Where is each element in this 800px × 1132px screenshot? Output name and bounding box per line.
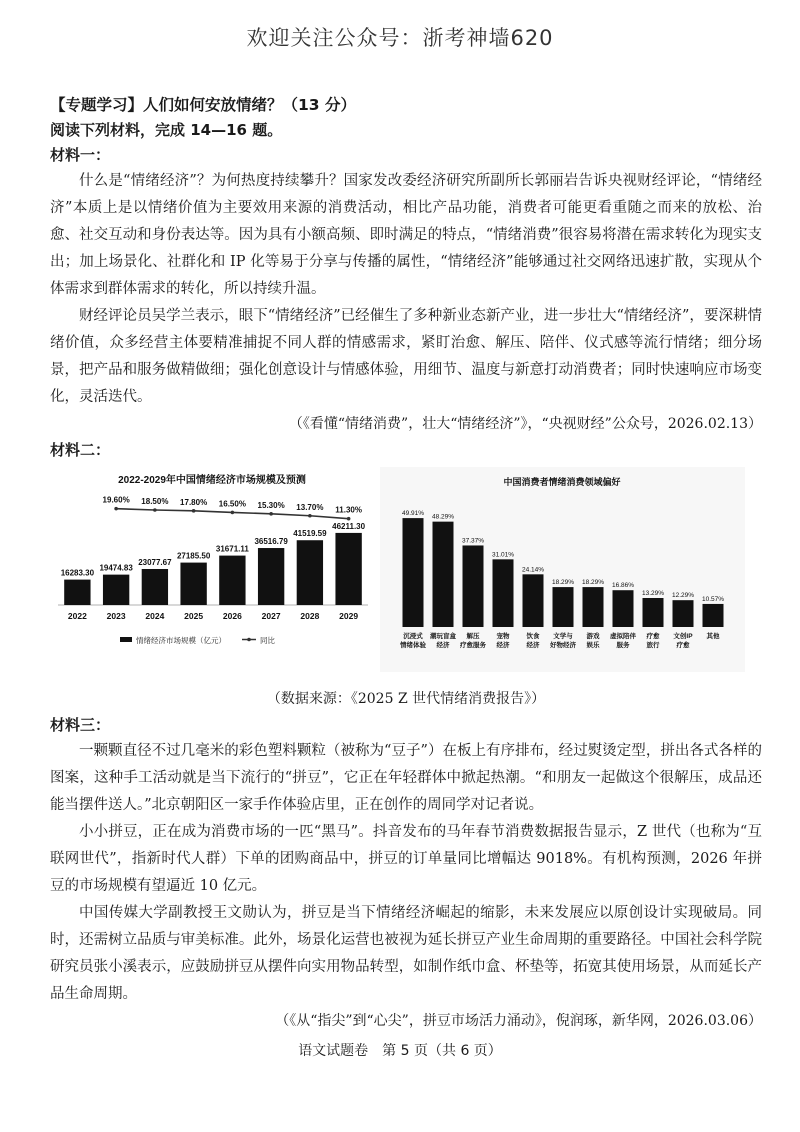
chart1-yoy-label: 11.30% (335, 505, 362, 515)
chart1-tick-label: 2022 (67, 611, 87, 621)
chart1-bar (103, 575, 129, 605)
chart2-tick-label: 娱乐 (586, 642, 600, 649)
chart2-bar (523, 574, 544, 627)
chart1-yoy-label: 15.30% (257, 500, 285, 510)
chart1-yoy-label: 18.50% (141, 497, 169, 506)
chart2-tick-label: 情绪体验 (400, 642, 426, 649)
chart1-tick-label: 2028 (300, 611, 320, 621)
chart1-tick-label: 2025 (184, 611, 204, 621)
chart2-bar (463, 545, 484, 627)
chart2-tick-label: 经济 (436, 642, 450, 649)
chart2-bar (553, 587, 574, 627)
chart1-bar-label: 41519.59 (293, 529, 327, 539)
chart2-tick-label: 文创IP (673, 633, 693, 640)
material2-label: 材料二： (50, 441, 111, 459)
chart2-tick-label: 沉浸式 (403, 633, 423, 640)
chart1-legend-label: 情绪经济市场规模（亿元） (136, 636, 226, 645)
chart1-yoy-point (192, 509, 196, 513)
chart1-tick-label: 2026 (222, 611, 242, 621)
chart1-bar-label: 36516.79 (254, 537, 288, 547)
chart1-yoy-point (231, 511, 235, 515)
chart2-tick-label: 好物经济 (550, 642, 576, 649)
chart2-tick-label: 虚拟陪伴 (610, 633, 636, 640)
section-title: 【专题学习】人们如何安放情绪？（13 分） (50, 96, 356, 114)
chart1-bar-label: 23077.67 (138, 557, 172, 567)
chart1-tick-label: 2027 (261, 611, 281, 621)
chart2-tick-label: 潮玩盲盒 (430, 633, 456, 640)
chart2-bar-label: 48.29% (431, 513, 455, 521)
chart2-tick-label: 其他 (706, 633, 720, 640)
chart2-tick-label: 服务 (616, 642, 630, 649)
chart2-bar-label: 37.37% (461, 537, 485, 545)
chart2-bar-label: 10.57% (701, 595, 725, 603)
chart2-bar-label: 18.29% (581, 579, 605, 587)
chart1-yoy-label: 19.60% (102, 495, 130, 505)
chart2-bar-label: 49.91% (401, 510, 425, 518)
chart1-tick-label: 2023 (106, 611, 126, 621)
chart1-tick-label: 2029 (339, 611, 359, 621)
chart2-bar (703, 604, 724, 627)
material1-source: （《看懂“情绪消费”，壮大“情绪经济”》，“央视财经”公众号，2026.02.13） (288, 416, 762, 432)
chart1-yoy-point (308, 514, 312, 518)
material3-paragraph-2: 小小拼豆，正在成为消费市场的一匹“黑马”。抖音发布的马年春节消费数据报告显示，Z 世代（也称为“互联网世代”，指新时代人群）下单的团购商品中，拼豆的订单量同比增幅达 9018%。有机构预测，2026 年拼豆的市场规模有望逼近 10 亿元。 (50, 824, 762, 894)
chart1-legend-label: 同比 (260, 636, 275, 645)
chart2-bar (493, 559, 514, 627)
chart1-yoy-point (114, 507, 118, 511)
material1-paragraph-1: 什么是“情绪经济”？为何热度持续攀升？国家发改委经济研究所副所长郭丽岩告诉央视财经评论，“情绪经济”本质上是以情绪价值为主要效用来源的消费活动，相比产品功能，消费者可能更看重随之而来的放松、治愈、社交互动和身份表达等。因为具有小额高频、即时满足的特点，“情绪消费”很容易将潜在需求转化为现实支出；加上场景化、社群化和 IP 化等易于分享与传播的属性，“情绪经济”能够通过社交网络迅速扩散，实现从个体需求到群体需求的转化，所以持续升温。 (50, 173, 762, 297)
chart1-legend-swatch (120, 637, 132, 642)
chart1-tick-label: 2024 (145, 611, 165, 621)
chart2-bar-label: 31.01% (491, 551, 515, 559)
chart2-bar (583, 587, 604, 627)
preference-chart (380, 467, 745, 672)
chart2-bar (403, 518, 424, 627)
material3-label: 材料三： (50, 716, 111, 734)
material3-paragraph-3: 中国传媒大学副教授王文勋认为，拼豆是当下情绪经济崛起的缩影，未来发展应以原创设计实现破局。同时，还需树立品质与审美标准。此外，场景化运营也被视为延长拼豆产业生命周期的重要路径。中国社会科学院研究员张小溪表示，应鼓励拼豆从摆件向实用物品转型，如制作纸巾盒、杯垫等，拓宽其使用场景，从而延长产品生命周期。 (50, 905, 762, 1002)
chart2-tick-label: 宠物 (496, 633, 510, 640)
watermark-header: 欢迎关注公众号：浙考神墙620 (246, 26, 554, 50)
market-size-chart (50, 467, 375, 672)
chart2-tick-label: 疗愈 (646, 633, 660, 640)
page-footer: 语文试题卷 第 5 页（共 6 页） (298, 1043, 502, 1059)
material3-source: （《从“指尖”到“心尖”，拼豆市场活力涌动》，倪润琢，新华网，2026.03.06） (275, 1013, 762, 1029)
chart1-bar-label: 19474.83 (99, 563, 133, 573)
material1-paragraph-2: 财经评论员吴学兰表示，眼下“情绪经济”已经催生了多种新业态新产业，进一步壮大“情绪经济”，要深耕情绪价值，众多经营主体要精准捕捉不同人群的情感需求，紧盯治愈、解压、陪伴、仪式感等流行情绪；细分场景，把产品和服务做精做细；强化创意设计与情感体验，用细节、温度与新意打动消费者；同时快速响应市场变化，灵活迭代。 (50, 308, 762, 405)
chart2-bar (673, 600, 694, 627)
charts-area (50, 467, 762, 682)
chart1-bar (335, 533, 361, 605)
chart1-bar (219, 556, 245, 605)
chart2-bar (613, 590, 634, 627)
chart2-tick-label: 经济 (526, 642, 540, 649)
chart2-tick-label: 疗愈 (676, 642, 690, 649)
material1-label: 材料一： (50, 146, 111, 164)
chart2-bar (643, 598, 664, 627)
chart2-bar-label: 24.14% (521, 566, 545, 574)
chart1-bar-label: 46211.30 (332, 521, 366, 531)
chart1-bar (142, 569, 168, 605)
chart2-tick-label: 饮食 (526, 633, 540, 640)
instruction: 阅读下列材料，完成 14—16 题。 (50, 121, 283, 139)
chart1-bar-label: 31671.11 (215, 544, 249, 554)
chart2-bar-label: 12.29% (671, 592, 695, 600)
chart2-bar (433, 522, 454, 627)
chart2-tick-label: 经济 (496, 642, 510, 649)
data-source: （数据来源：《2025 Z 世代情绪消费报告》） (266, 691, 546, 707)
chart2-tick-label: 疗愈服务 (460, 642, 486, 649)
chart2-tick-label: 旅行 (646, 642, 660, 649)
chart1-yoy-point (347, 517, 351, 521)
chart1-bar-label: 27185.50 (176, 551, 211, 561)
chart1-bar-label: 16283.30 (60, 568, 95, 578)
chart2-tick-label: 游戏 (586, 633, 600, 640)
chart2-tick-label: 解压 (466, 633, 480, 640)
chart2-tick-label: 文学与 (553, 633, 573, 640)
material3-paragraph-1: 一颗颗直径不过几毫米的彩色塑料颗粒（被称为“豆子”）在板上有序排布，经过熨烫定型，拼出各式各样的图案，这种手工活动就是当下流行的“拼豆”，它正在年轻群体中掀起热潮。“和朋友一起做这个很解压，成品还能当摆件送人。”北京朝阳区一家手作体验店里，正在创作的周同学对记者说。 (50, 743, 762, 813)
chart1-bar (297, 540, 323, 605)
chart1-yoy-point (269, 512, 273, 516)
chart1-legend-marker (247, 638, 251, 642)
chart1-bar (258, 548, 284, 605)
chart2-bar-label: 13.29% (641, 590, 665, 598)
chart1-title: 2022-2029年中国情绪经济市场规模及预测 (118, 475, 306, 486)
chart1-bar (64, 580, 90, 605)
chart2-bar-label: 16.86% (611, 582, 635, 590)
chart2-bar-label: 18.29% (551, 579, 575, 587)
chart1-yoy-label: 13.70% (296, 502, 324, 512)
chart1-yoy-label: 16.50% (218, 499, 246, 509)
chart1-yoy-label: 17.80% (180, 497, 208, 507)
chart1-yoy-point (153, 508, 157, 512)
chart1-bar (180, 563, 206, 605)
exam-content (50, 92, 762, 1034)
chart2-title: 中国消费者情绪消费领域偏好 (503, 477, 621, 487)
